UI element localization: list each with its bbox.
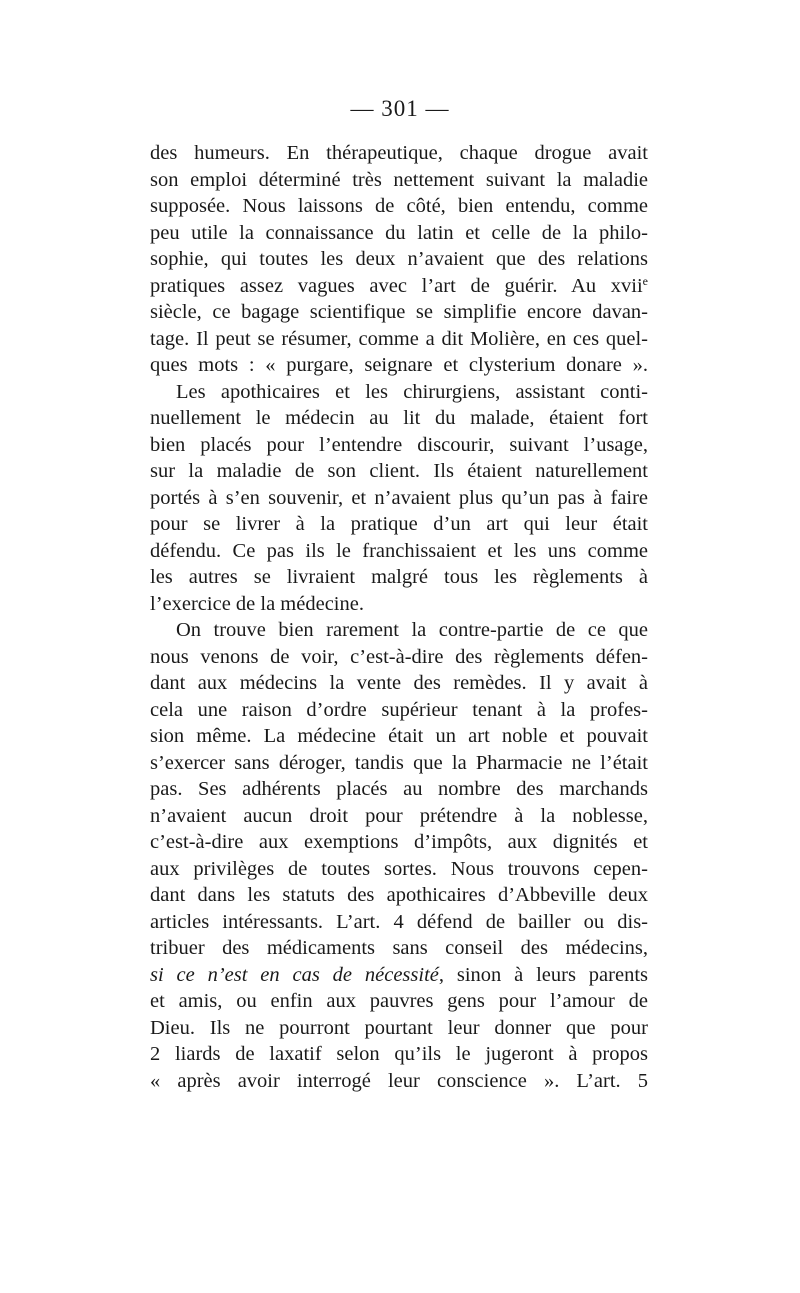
text-line: les autres se livraient malgré tous les règlements à [150,566,648,588]
text-line: n’avaient aucun droit pour prétendre à la noblesse, [150,804,648,827]
page-number: — 301 — [350,96,450,121]
text-line: Dieu. Ils ne pourront pourtant leur donner que pour [150,1016,648,1039]
text-line: articles intéressants. L’art. 4 défend de bailler ou dis- [150,910,648,933]
text-line: défendu. Ce pas ils le franchissaient et les uns comme [150,539,648,562]
text-line-with-superscript [150,273,648,300]
text-line: et amis, ou enfin aux pauvres gens pour l’amour de [150,990,648,1012]
paragraph-end-line: l’exercice de la médecine. [150,592,364,615]
paragraph-start-line: Les apothicaires et les chirurgiens, assistant conti- [176,380,648,403]
text-line: siècle, ce bagage scientifique se simplifie encore davan- [150,301,648,323]
text-line-with-italic [150,962,648,989]
text-segment: , sinon à leurs parents [438,963,648,986]
body-text [150,140,648,1094]
superscript-e: e [642,273,648,288]
text-line: dant dans les statuts des apothicaires d’Abbeville deux [150,884,648,906]
text-line: s’exercer sans déroger, tandis que la Pharmacie ne l’était [150,751,648,774]
text-line: c’est-à-dire aux exemptions d’impôts, aux dignités et [150,831,648,853]
text-line: tribuer des médicaments sans conseil des médecins, [150,937,648,959]
text-line: sion même. La médecine était un art noble et pouvait [150,725,648,747]
text-line: pas. Ses adhérents placés au nombre des marchands [150,778,648,800]
text-line: sur la maladie de son client. Ils étaient naturellement [150,460,648,482]
italic-phrase: si ce n’est en cas de nécessité [150,963,439,986]
text-line: bien placés pour l’entendre discourir, suivant l’usage, [150,433,648,456]
text-line: pour se livrer à la pratique d’un art qui leur était [150,513,648,535]
text-line: sophie, qui toutes les deux n’avaient que des relations [150,248,648,270]
text-line: ques mots : « purgare, seignare et clysterium donare ». [150,354,648,376]
text-line: des humeurs. En thérapeutique, chaque drogue avait [150,142,648,164]
text-line: dant aux médecins la vente des remèdes. Il y avait à [150,672,648,694]
text-line: cela une raison d’ordre supérieur tenant à la profes- [150,698,648,721]
text-line: son emploi déterminé très nettement suivant la maladie [150,168,648,191]
text-line: portés à s’en souvenir, et n’avaient plus qu’un pas à faire [150,486,648,509]
text-line: nous venons de voir, c’est-à-dire des règlements défen- [150,645,648,668]
text-line: « après avoir interrogé leur conscience ». L’art. 5 [150,1069,648,1092]
text-line: tage. Il peut se résumer, comme a dit Molière, en ces quel- [150,327,648,350]
text-line: supposée. Nous laissons de côté, bien entendu, comme [150,195,648,217]
paragraph-start-line: On trouve bien rarement la contre-partie de ce que [176,619,648,641]
text-segment: pratiques assez vagues avec l’art de guérir. Au xvii [150,274,643,297]
text-line: 2 liards de laxatif selon qu’ils le jugeront à propos [150,1043,648,1065]
text-line: nuellement le médecin au lit du malade, étaient fort [150,407,648,429]
text-line: aux privilèges de toutes sortes. Nous trouvons cepen- [150,857,648,880]
text-line: peu utile la connaissance du latin et celle de la philo- [150,221,648,244]
